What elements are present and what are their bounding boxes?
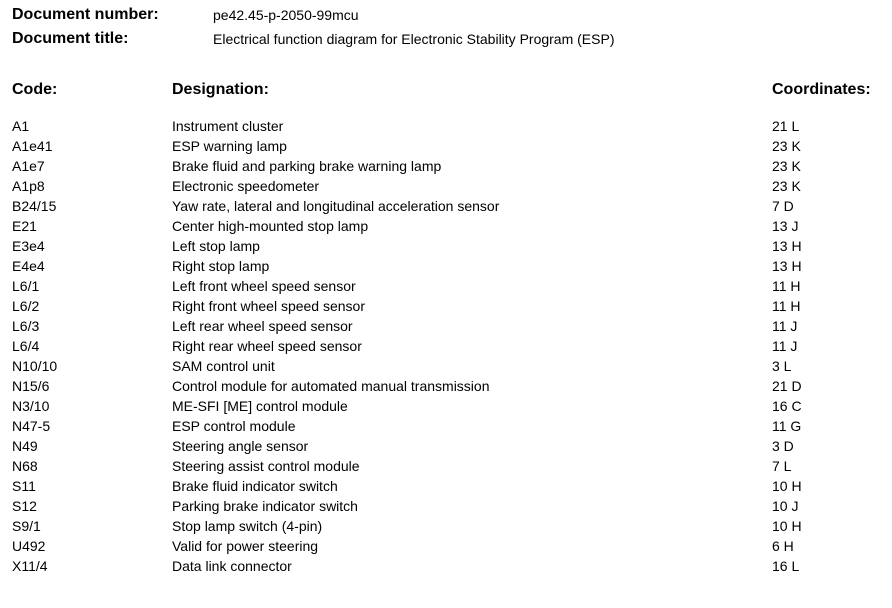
table-row bbox=[0, 456, 892, 476]
row-code: L6/2 bbox=[12, 298, 40, 314]
column-header-designation: Designation: bbox=[172, 81, 269, 98]
row-designation: Right front wheel speed sensor bbox=[172, 298, 365, 314]
table-row bbox=[0, 316, 892, 336]
row-code: L6/1 bbox=[12, 278, 40, 294]
row-coordinates: 13 H bbox=[772, 258, 802, 274]
row-code: N3/10 bbox=[12, 398, 50, 414]
row-code: A1e41 bbox=[12, 138, 53, 154]
row-code: E3e4 bbox=[12, 238, 45, 254]
table-row bbox=[0, 496, 892, 516]
row-coordinates: 10 J bbox=[772, 498, 799, 514]
row-designation: Parking brake indicator switch bbox=[172, 498, 358, 514]
row-designation: Instrument cluster bbox=[172, 118, 284, 134]
row-coordinates: 11 J bbox=[772, 338, 798, 354]
table-row bbox=[0, 416, 892, 436]
row-code: S11 bbox=[12, 478, 36, 494]
row-designation: Brake fluid indicator switch bbox=[172, 478, 338, 494]
column-header-code: Code: bbox=[12, 81, 58, 98]
column-header-coordinates: Coordinates: bbox=[772, 81, 871, 98]
document-number-label: Document number: bbox=[12, 6, 159, 23]
row-designation: Electronic speedometer bbox=[172, 178, 320, 194]
table-row bbox=[0, 356, 892, 376]
row-code: U492 bbox=[12, 538, 46, 554]
row-coordinates: 6 H bbox=[772, 538, 794, 554]
table-row bbox=[0, 176, 892, 196]
row-coordinates: 13 J bbox=[772, 218, 799, 234]
table-row bbox=[0, 136, 892, 156]
row-designation: Valid for power steering bbox=[172, 538, 319, 554]
row-coordinates: 21 D bbox=[772, 378, 802, 394]
row-coordinates: 16 L bbox=[772, 558, 800, 574]
row-designation: Right rear wheel speed sensor bbox=[172, 338, 362, 354]
row-designation: Left rear wheel speed sensor bbox=[172, 318, 353, 334]
row-coordinates: 7 L bbox=[772, 458, 792, 474]
table-row bbox=[0, 476, 892, 496]
row-designation: Right stop lamp bbox=[172, 258, 270, 274]
table-row bbox=[0, 516, 892, 536]
row-coordinates: 11 H bbox=[772, 298, 801, 314]
row-designation: Yaw rate, lateral and longitudinal acceleration sensor bbox=[172, 198, 500, 214]
row-code: A1 bbox=[12, 118, 30, 134]
row-code: E4e4 bbox=[12, 258, 45, 274]
table-row bbox=[0, 376, 892, 396]
row-code: X11/4 bbox=[12, 558, 48, 574]
row-coordinates: 16 C bbox=[772, 398, 802, 414]
row-coordinates: 23 K bbox=[772, 158, 801, 174]
row-code: L6/4 bbox=[12, 338, 40, 354]
row-coordinates: 11 G bbox=[772, 418, 802, 434]
row-designation: Stop lamp switch (4-pin) bbox=[172, 518, 323, 534]
table-row bbox=[0, 436, 892, 456]
row-code: N10/10 bbox=[12, 358, 58, 374]
table-row bbox=[0, 296, 892, 316]
row-coordinates: 3 D bbox=[772, 438, 794, 454]
row-coordinates: 13 H bbox=[772, 238, 802, 254]
row-designation: Steering angle sensor bbox=[172, 438, 309, 454]
row-coordinates: 23 K bbox=[772, 178, 801, 194]
row-designation: SAM control unit bbox=[172, 358, 275, 374]
row-code: S9/1 bbox=[12, 518, 41, 534]
row-coordinates: 10 H bbox=[772, 518, 802, 534]
row-designation: Center high-mounted stop lamp bbox=[172, 218, 369, 234]
row-designation: ME-SFI [ME] control module bbox=[172, 398, 348, 414]
row-code: L6/3 bbox=[12, 318, 40, 334]
row-designation: Brake fluid and parking brake warning lamp bbox=[172, 158, 442, 174]
table-row bbox=[0, 216, 892, 236]
row-coordinates: 21 L bbox=[772, 118, 800, 134]
table-row bbox=[0, 276, 892, 296]
row-designation: Data link connector bbox=[172, 558, 292, 574]
row-coordinates: 10 H bbox=[772, 478, 802, 494]
row-designation: Left front wheel speed sensor bbox=[172, 278, 356, 294]
row-code: S12 bbox=[12, 498, 37, 514]
row-code: N49 bbox=[12, 438, 38, 454]
row-designation: Left stop lamp bbox=[172, 238, 260, 254]
row-designation: Steering assist control module bbox=[172, 458, 360, 474]
row-code: B24/15 bbox=[12, 198, 57, 214]
table-row bbox=[0, 556, 892, 576]
row-designation: ESP warning lamp bbox=[172, 138, 287, 154]
table-row bbox=[0, 196, 892, 216]
row-code: N15/6 bbox=[12, 378, 50, 394]
row-coordinates: 11 H bbox=[772, 278, 801, 294]
table-row bbox=[0, 256, 892, 276]
table-row bbox=[0, 396, 892, 416]
document-title-label: Document title: bbox=[12, 30, 129, 47]
row-code: E21 bbox=[12, 218, 37, 234]
row-code: N47-5 bbox=[12, 418, 51, 434]
table-row bbox=[0, 536, 892, 556]
document-number-value: pe42.45-p-2050-99mcu bbox=[213, 7, 359, 23]
row-coordinates: 3 L bbox=[772, 358, 792, 374]
row-code: A1e7 bbox=[12, 158, 45, 174]
row-coordinates: 11 J bbox=[772, 318, 798, 334]
row-designation: ESP control module bbox=[172, 418, 296, 434]
component-table-body bbox=[0, 116, 892, 576]
row-code: N68 bbox=[12, 458, 38, 474]
row-designation: Control module for automated manual transmission bbox=[172, 378, 490, 394]
document-title-value: Electrical function diagram for Electronic Stability Program (ESP) bbox=[213, 31, 615, 47]
table-row bbox=[0, 156, 892, 176]
table-row bbox=[0, 236, 892, 256]
table-row bbox=[0, 336, 892, 356]
table-row bbox=[0, 116, 892, 136]
row-coordinates: 7 D bbox=[772, 198, 794, 214]
row-coordinates: 23 K bbox=[772, 138, 801, 154]
row-code: A1p8 bbox=[12, 178, 45, 194]
